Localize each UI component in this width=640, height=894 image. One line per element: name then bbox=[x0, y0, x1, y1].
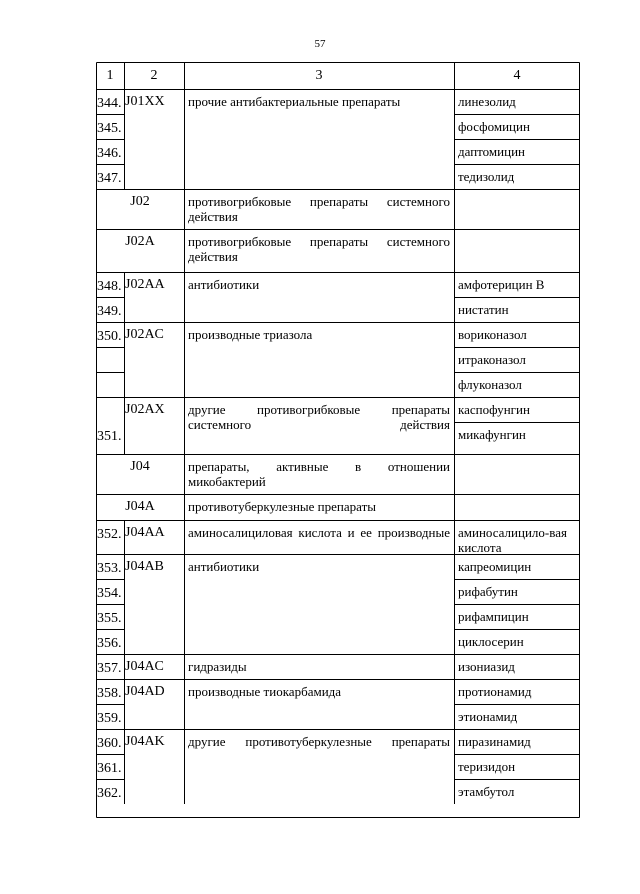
row-drug: каспофунгин bbox=[458, 402, 530, 417]
row-drug: циклосерин bbox=[458, 634, 524, 649]
row-code: J02AX bbox=[125, 402, 165, 417]
row-number: 352. bbox=[97, 527, 122, 542]
row-drug: флуконазол bbox=[458, 377, 522, 392]
row-number: 345. bbox=[97, 121, 122, 136]
row-number: 349. bbox=[97, 304, 122, 319]
row-drug: рифабутин bbox=[458, 584, 518, 599]
row-code: J02AC bbox=[125, 327, 164, 342]
row-number: 361. bbox=[97, 761, 122, 776]
row-number: 353. bbox=[97, 561, 122, 576]
row-drug: рифампицин bbox=[458, 609, 529, 624]
row-code: J04AC bbox=[125, 659, 164, 674]
row-description: противотуберкулезные препараты bbox=[188, 499, 376, 514]
row-drug: амфотерицин В bbox=[458, 277, 545, 292]
row-drug: тедизолид bbox=[458, 169, 515, 184]
medication-table bbox=[96, 62, 580, 818]
row-drug: линезолид bbox=[458, 94, 516, 109]
row-number: 344. bbox=[97, 96, 122, 111]
row-description: гидразиды bbox=[188, 659, 247, 674]
row-drug: вориконазол bbox=[458, 327, 527, 342]
row-drug: пиразинамид bbox=[458, 734, 531, 749]
row-description: производные тиокарбамида bbox=[188, 684, 342, 699]
row-number: 360. bbox=[97, 736, 122, 751]
row-code: J04AA bbox=[125, 525, 165, 540]
row-code: J04AB bbox=[125, 559, 164, 574]
row-description: антибиотики bbox=[188, 277, 260, 292]
row-code: J02AA bbox=[125, 277, 165, 292]
row-drug: даптомицин bbox=[458, 144, 525, 159]
row-number: 348. bbox=[97, 279, 122, 294]
row-drug: аминосалицило-вая кислота bbox=[458, 525, 567, 555]
row-code: J04AD bbox=[125, 684, 165, 699]
row-drug: этамбутол bbox=[458, 784, 515, 799]
row-drug: нистатин bbox=[458, 302, 509, 317]
row-code: J04A bbox=[125, 499, 155, 514]
row-description: прочие антибактериальные препараты bbox=[188, 94, 401, 109]
row-description: препараты, активные в отношении микобактерий bbox=[188, 459, 450, 489]
row-drug: этионамид bbox=[458, 709, 518, 724]
row-number: 358. bbox=[97, 686, 122, 701]
row-drug: теризидон bbox=[458, 759, 516, 774]
row-description: другие противотуберкулезные препараты bbox=[188, 734, 450, 749]
header-col-2: 2 bbox=[150, 68, 158, 83]
row-code: J02A bbox=[125, 234, 155, 249]
row-drug: фосфомицин bbox=[458, 119, 530, 134]
row-description: другие противогрибковые препараты системного действия bbox=[188, 402, 450, 432]
row-drug: изониазид bbox=[458, 659, 515, 674]
row-number: 362. bbox=[97, 786, 122, 801]
row-number: 356. bbox=[97, 636, 122, 651]
row-number: 355. bbox=[97, 611, 122, 626]
page-number: 57 bbox=[314, 38, 326, 50]
row-description: производные триазола bbox=[188, 327, 313, 342]
row-code: J04AK bbox=[125, 734, 165, 749]
row-number: 359. bbox=[97, 711, 122, 726]
row-description: противогрибковые препараты системного действия bbox=[188, 194, 450, 224]
row-drug: микафунгин bbox=[458, 427, 526, 442]
row-description: противогрибковые препараты системного действия bbox=[188, 234, 450, 264]
row-code: J04 bbox=[130, 459, 150, 474]
row-code: J01XX bbox=[125, 94, 165, 109]
header-col-3: 3 bbox=[315, 68, 323, 83]
row-number: 351. bbox=[97, 429, 122, 444]
row-code: J02 bbox=[130, 194, 150, 209]
row-drug: протионамид bbox=[458, 684, 532, 699]
row-number: 347. bbox=[97, 171, 122, 186]
row-number: 354. bbox=[97, 586, 122, 601]
row-description: антибиотики bbox=[188, 559, 260, 574]
row-drug: капреомицин bbox=[458, 559, 532, 574]
header-col-1: 1 bbox=[106, 68, 114, 83]
row-description: аминосалициловая кислота и ее производные bbox=[188, 525, 450, 540]
row-number: 357. bbox=[97, 661, 122, 676]
row-drug: итраконазол bbox=[458, 352, 526, 367]
row-number: 350. bbox=[97, 329, 122, 344]
header-col-4: 4 bbox=[513, 68, 521, 83]
row-number: 346. bbox=[97, 146, 122, 161]
